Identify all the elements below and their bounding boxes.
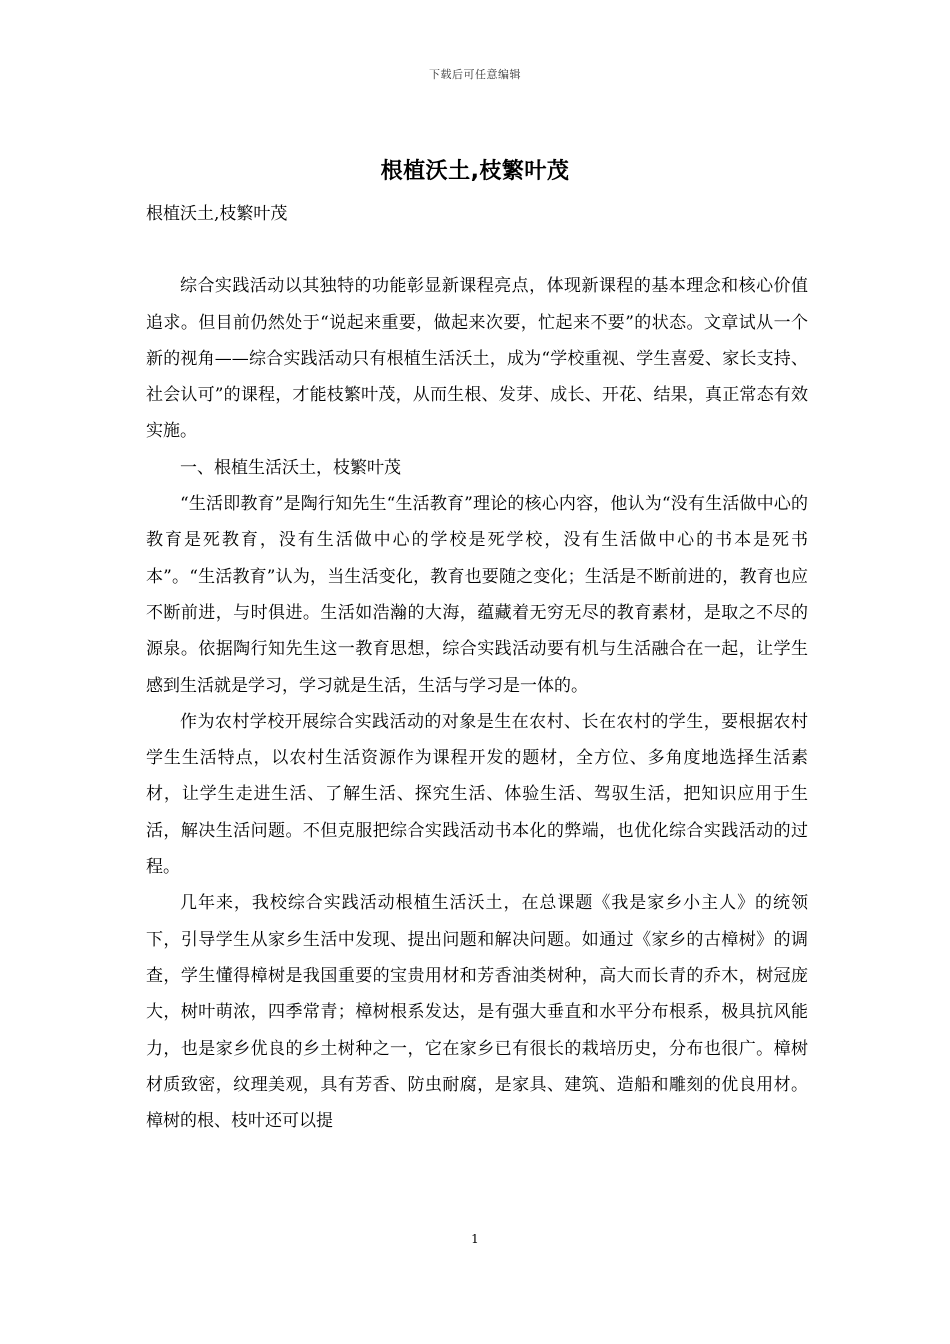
document-body (146, 196, 808, 1139)
paragraph: 作为农村学校开展综合实践活动的对象是生在农村、长在农村的学生，要根据农村学生生活特点，以农村生活资源作为课程开发的题材，全方位、多角度地选择生活素材，让学生走进生活、了解生活、探究生活、体验生活、驾驭生活，把知识应用于生活，解决生活问题。不但克服把综合实践活动书本化的弊端，也优化综合实践活动的过程。 (146, 711, 808, 878)
page-header: 下载后可任意编辑 (429, 68, 521, 81)
section-heading: 一、根植生活沃土，枝繁叶茂 (180, 457, 401, 478)
page-number: 1 (471, 1232, 479, 1246)
paragraph: 综合实践活动以其独特的功能彰显新课程亮点，体现新课程的基本理念和核心价值追求。但目前仍然处于“说起来重要，做起来次要，忙起来不要”的状态。文章试从一个新的视角——综合实践活动只有根植生活沃土，成为“学校重视、学生喜爱、家长支持、社会认可”的课程，才能枝繁叶茂，从而生根、发芽、成长、开花、结果，真正常态有效实施。 (146, 276, 808, 442)
paragraph: “生活即教育”是陶行知先生“生活教育”理论的核心内容，他认为“没有生活做中心的教育是死教育，没有生活做中心的学校是死学校，没有生活做中心的书本是死书本”。“生活教育”认为，当生活变化，教育也要随之变化；生活是不断前进的，教育也应不断前进，与时俱进。生活如浩瀚的大海，蕴藏着无穷无尽的教育素材，是取之不尽的源泉。依据陶行知先生这一教育思想，综合实践活动要有机与生活融合在一起，让学生感到生活就是学习，学习就是生活，生活与学习是一体的。 (146, 494, 808, 696)
paragraph: 几年来，我校综合实践活动根植生活沃土，在总课题《我是家乡小主人》的统领下，引导学生从家乡生活中发现、提出问题和解决问题。如通过《家乡的古樟树》的调查，学生懂得樟树是我国重要的宝贵用材和芳香油类树种，高大而长青的乔木，树冠庞大，树叶萌浓，四季常青；樟树根系发达，是有强大垂直和水平分布根系，极具抗风能力，也是家乡优良的乡土树种之一，它在家乡已有很长的栽培历史，分布也很广。樟树材质致密，纹理美观，具有芳香、防虫耐腐，是家具、建筑、造船和雕刻的优良用材。樟树的根、枝叶还可以提 (146, 893, 808, 1132)
document-title: 根植沃土,枝繁叶茂 (380, 159, 570, 184)
blank-line (146, 232, 808, 268)
document-subtitle: 根植沃土,枝繁叶茂 (146, 204, 288, 224)
